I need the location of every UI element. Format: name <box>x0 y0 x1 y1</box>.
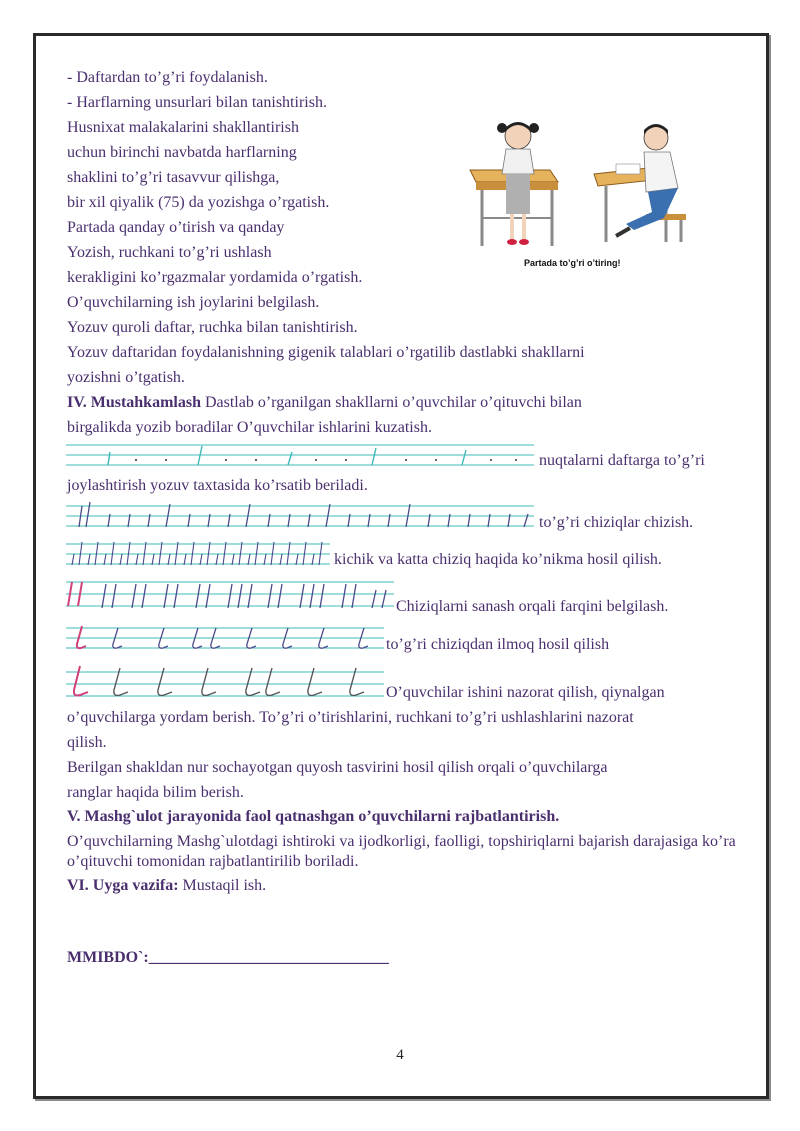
exercise1-text2: joylashtirish yozuv taxtasida ko’rsatib beriladi. <box>67 477 368 494</box>
intro-line: Yozuv daftaridan foydalanishning gigenik talablari o’rgatilib dastlabki shakllarni <box>67 344 585 361</box>
signature-line: MMIBDO`:______________________________ <box>67 949 389 966</box>
exercise5-text: to’g’ri chiziqdan ilmoq hosil qilish <box>386 636 610 653</box>
intro-line: kerakligini ko’rgazmalar yordamida o’rgatish. <box>67 269 363 286</box>
body-line: o’quvchilarga yordam berish. To’g’ri o’tirishlarini, ruchkani to’g’ri ushlashlarini nazorat <box>67 709 634 726</box>
body-line: qilish. <box>67 734 107 751</box>
illustration-caption: Partada to’g’ri o’tiring! <box>524 258 621 268</box>
sitting-illustration <box>466 118 724 274</box>
section4-text2: birgalikda yozib boradilar O’quvchilar ishlarini kuzatish. <box>67 419 432 436</box>
hooks-strip <box>66 622 386 652</box>
intro-line: O’quvchilarning ish joylarini belgilash. <box>67 294 320 311</box>
intro-line: bir xil qiyalik (75) da yozishga o’rgatish. <box>67 194 330 211</box>
section4-line <box>67 393 582 413</box>
section4-text: Dastlab o’rganilgan shakllarni o’quvchilar o’qituvchi bilan <box>200 394 582 411</box>
intro-line: - Daftardan to’g’ri foydalanish. <box>67 69 268 86</box>
section4-heading: IV. Mustahkamlash <box>67 394 201 411</box>
intro-line: Yozish, ruchkani to’g’ri ushlash <box>67 244 272 261</box>
short-tall-lines-strip <box>66 538 332 568</box>
intro-line: shaklini to’g’ri tasavvur qilishga, <box>67 169 280 186</box>
intro-line: Partada qanday o’tirish va qanday <box>67 219 285 236</box>
section6-heading: VI. Uyga vazifa: <box>67 877 179 894</box>
exercise2-text: to’g’ri chiziqlar chizish. <box>539 514 694 531</box>
intro-line: - Harflarning unsurlari bilan tanishtirish. <box>67 94 327 111</box>
exercise3-text: kichik va katta chiziq haqida ko’nikma hosil qilish. <box>334 551 662 568</box>
section6-text: Mustaqil ish. <box>178 877 267 894</box>
page-number: 4 <box>396 1047 404 1063</box>
intro-line: uchun birinchi navbatda harflarning <box>67 144 297 161</box>
section6-line <box>67 876 266 896</box>
exercise6-text: O’quvchilar ishini nazorat qilish, qiynalgan <box>386 684 665 701</box>
section5-heading: V. Mashg`ulot jarayonida faol qatnashgan o’quvchilarni rajbatlantirish. <box>67 808 560 825</box>
large-hooks-strip <box>66 660 386 700</box>
body-line: ranglar haqida bilim berish. <box>67 784 244 801</box>
intro-line: Husnixat malakalarini shakllantirish <box>67 119 299 136</box>
section5-text: O’quvchilarning Mashg`ulotdagi ishtiroki va ijodkorligi, faolligi, topshiriqlarni bajarish darajasiga ko’ra o’qituvchi tomonidan rajbatlantirilib boriladi. <box>67 833 736 870</box>
intro-line: Yozuv quroli daftar, ruchka bilan tanishtirish. <box>67 319 358 336</box>
children-at-desks-image <box>466 118 724 274</box>
dots-exercise-strip <box>66 442 536 468</box>
exercise4-text: Chiziqlarni sanash orqali farqini belgilash. <box>396 598 669 615</box>
intro-line: yozishni o’tgatish. <box>67 369 185 386</box>
body-line: Berilgan shakldan nur sochayotgan quyosh tasvirini hosil qilish orqali o’quvchilarga <box>67 759 608 776</box>
counting-lines-strip <box>66 574 396 614</box>
exercise1-text: nuqtalarni daftarga to’g’ri <box>539 452 705 469</box>
straight-lines-strip <box>66 500 536 530</box>
